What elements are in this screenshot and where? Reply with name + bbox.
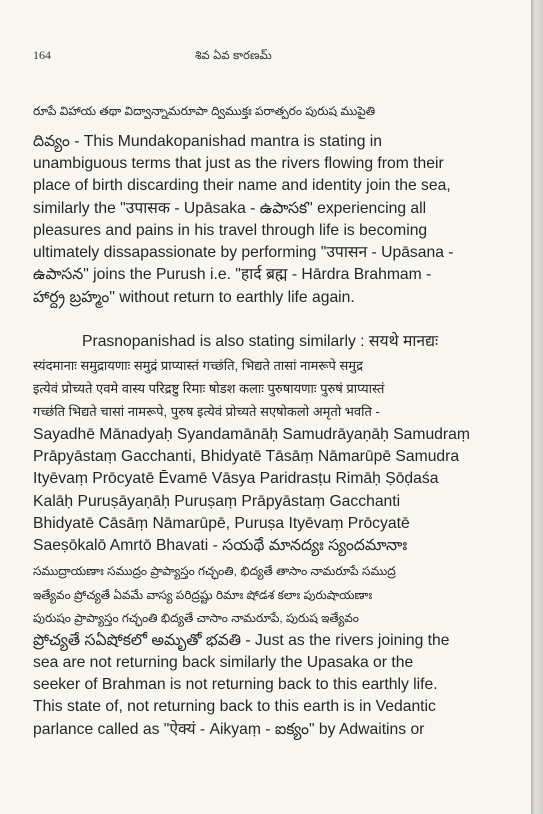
text-line: sea are not returning back similarly the Upasaka or the: [33, 654, 414, 671]
text-line: Sayadhē Mānadyaḥ Syandamānāḥ Samudrāyaṇāḥ Samudraṃ: [33, 426, 470, 443]
page-number: 164: [33, 48, 51, 62]
text-line: similarly the "उपासक - Upāsaka - ఉపాసక" experiencing all: [33, 200, 427, 217]
text-line: Prāpyāstaṃ Gacchanti, Bhidyatē Tāsāṃ Nāmarūpē Samudra: [33, 448, 460, 465]
page-header: [0, 48, 531, 66]
text-line: place of birth discarding their name and identity join the sea,: [33, 177, 451, 194]
text-line: parlance called as "ऐक्यं - Aikyaṃ - ఐక్యం" by Adwaitins or: [33, 721, 425, 738]
text-line: unambiguous terms that just as the rivers flowing from their: [33, 155, 444, 172]
text-line: स्यंदमानाः समुद्रायणाः समुद्रं प्राप्यास्तं गच्छंति, भिद्यते तासां नामरूपे समुद्र: [33, 358, 363, 373]
page-edge: [531, 0, 543, 814]
text-line: This state of, not returning back to this earth is in Vedantic: [33, 698, 436, 715]
text-line: Kalāḥ Puruṣāyaṇāḥ Puruṣaṃ Prāpyāstaṃ Gacchanti: [33, 493, 401, 510]
text-line: Prasnopanishad is also stating similarly : सयथे मानद्यः: [82, 333, 439, 350]
text-line: Bhidyatē Cāsāṃ Nāmarūpē, Puruṣa Ityēvaṃ Prōcyatē: [33, 515, 410, 532]
text-line: ultimately dissapassionate by performing "उपासन - Upāsana -: [33, 244, 454, 261]
text-line: ఉపాసన" joins the Purush i.e. "हार्द ब्रह्म - Hārdra Brahmam -: [33, 266, 432, 283]
text-line: seeker of Brahman is not returning back to this earthly life.: [33, 676, 438, 693]
text-line: హార్ద్ర బ్రహ్మం" without return to earthly life again.: [33, 289, 355, 306]
text-line: సముద్రాయణాః సముద్రం ప్రాప్యాస్తం గచ్ఛంతి, భిద్యతే తాసాం నామరూపే సముద్ర: [33, 564, 396, 578]
text-line: రూపే విహాయ తథా విద్వాన్నామరూపా ద్విముక్తః పరాత్పరం పురుష ముపైతి: [33, 104, 376, 118]
text-line: pleasures and pains in his travel through life is becoming: [33, 222, 428, 239]
text-line: పురుషం ప్రాప్యాస్తం గచ్ఛంతి భిద్యతే చాసాం నామరూపే, పురుష ఇత్యేవం: [33, 611, 359, 625]
text-line: इत्येवं प्रोच्यते एवमे वास्य परिद्रष्टु रिमाः षोडश कलाः पुरुषायणाः पुरुषं प्राप्यास्तं: [33, 381, 385, 396]
text-line: Saeṣōkalō Amrtō Bhavati - సయథే మానద్యః స్యందమానాః: [33, 537, 408, 554]
text-line: ప్రోచ్యతే సఏషోకలో అమృతో భవతి - Just as the rivers joining the: [33, 632, 450, 649]
text-line: ఇత్యేవం ప్రోచ్యతే ఏవమే వాస్య పరిద్రష్టు రిమాః షోడశ కలాః పురుషాయణాః: [33, 588, 373, 602]
text-line: దివ్యం - This Mundakopanishad mantra is stating in: [33, 133, 383, 150]
text-line: गच्छंति भिद्यते चासां नामरूपे, पुरुष इत्येवं प्रोच्यते सएषोकलो अमृतो भवति -: [33, 404, 380, 419]
running-title: శివ ఏవ కారణమ్: [195, 48, 272, 62]
text-line: Ityēvaṃ Prōcyatē Ēvamē Vāsya Paridrasṭu Rimāḥ Ṣōḍaśa: [33, 470, 439, 487]
